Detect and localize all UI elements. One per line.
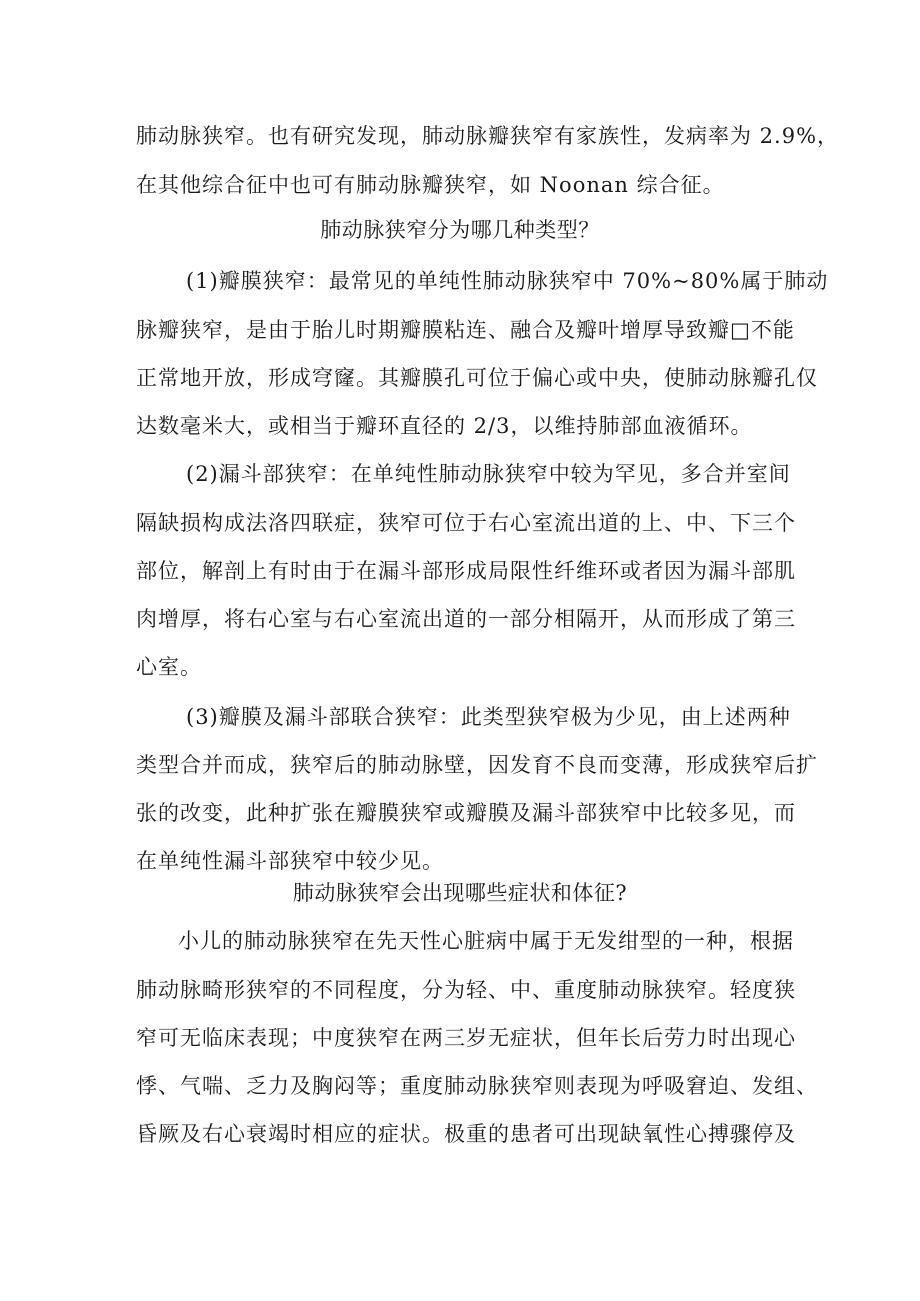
paragraph-line: 类型合并而成，狭窄后的肺动脉壁，因发育不良而变薄，形成狭窄后扩 [136,753,818,777]
paragraph-line: 昏厥及右心衰竭时相应的症状。极重的患者可出现缺氧性心搏骤停及 [136,1122,796,1146]
paragraph-line: 达数毫米大，或相当于瓣环直径的 2/3，以维持肺部血液循环。 [136,414,753,438]
paragraph-line: 肺动脉狭窄。也有研究发现，肺动脉瓣狭窄有家族性，发病率为 2.9%， [136,124,840,148]
paragraph-line: 小儿的肺动脉狭窄在先天性心脏病中属于无发绀型的一种，根据 [178,929,794,953]
paragraph-line: 在单纯性漏斗部狭窄中较少见。 [136,849,444,873]
paragraph-line: 悸、气喘、乏力及胸闷等；重度肺动脉狭窄则表现为呼吸窘迫、发组、 [136,1074,818,1098]
paragraph-line: 隔缺损构成法洛四联症，狭窄可位于右心室流出道的上、中、下三个 [136,511,796,535]
paragraph-line: 肺动脉畸形狭窄的不同程度，分为轻、中、重度肺动脉狭窄。轻度狭 [136,978,796,1002]
paragraph-line: (1)瓣膜狭窄：最常见的单纯性肺动脉狭窄中 70%~80%属于肺动 [186,269,829,293]
paragraph-line: (3)瓣膜及漏斗部联合狭窄：此类型狭窄极为少见，由上述两种 [186,705,791,729]
paragraph-line: 部位，解剖上有时由于在漏斗部形成局限性纤维环或者因为漏斗部肌 [136,559,796,583]
paragraph-line: 肉增厚，将右心室与右心室流出道的一部分相隔开，从而形成了第三 [136,607,796,631]
paragraph-line: 窄可无临床表现；中度狭窄在两三岁无症状，但年长后劳力时出现心 [136,1026,796,1050]
paragraph-line: (2)漏斗部狭窄：在单纯性肺动脉狭窄中较为罕见，多合并室间 [186,462,791,486]
section-heading-symptoms: 肺动脉狭窄会出现哪些症状和体征? [292,881,628,905]
section-heading-types: 肺动脉狭窄分为哪几种类型？ [320,218,600,242]
paragraph-line: 在其他综合征中也可有肺动脉瓣狭窄，如 Noonan 综合征。 [136,173,725,197]
paragraph-line: 正常地开放，形成穹窿。其瓣膜孔可位于偏心或中央，使肺动脉瓣孔仅 [136,366,818,390]
paragraph-line: 心室。 [136,655,202,679]
paragraph-line: 张的改变，此种扩张在瓣膜狭窄或瓣膜及漏斗部狭窄中比较多见，而 [136,801,796,825]
paragraph-line: 脉瓣狭窄，是由于胎儿时期瓣膜粘连、融合及瓣叶增厚导致瓣□不能 [136,318,795,342]
